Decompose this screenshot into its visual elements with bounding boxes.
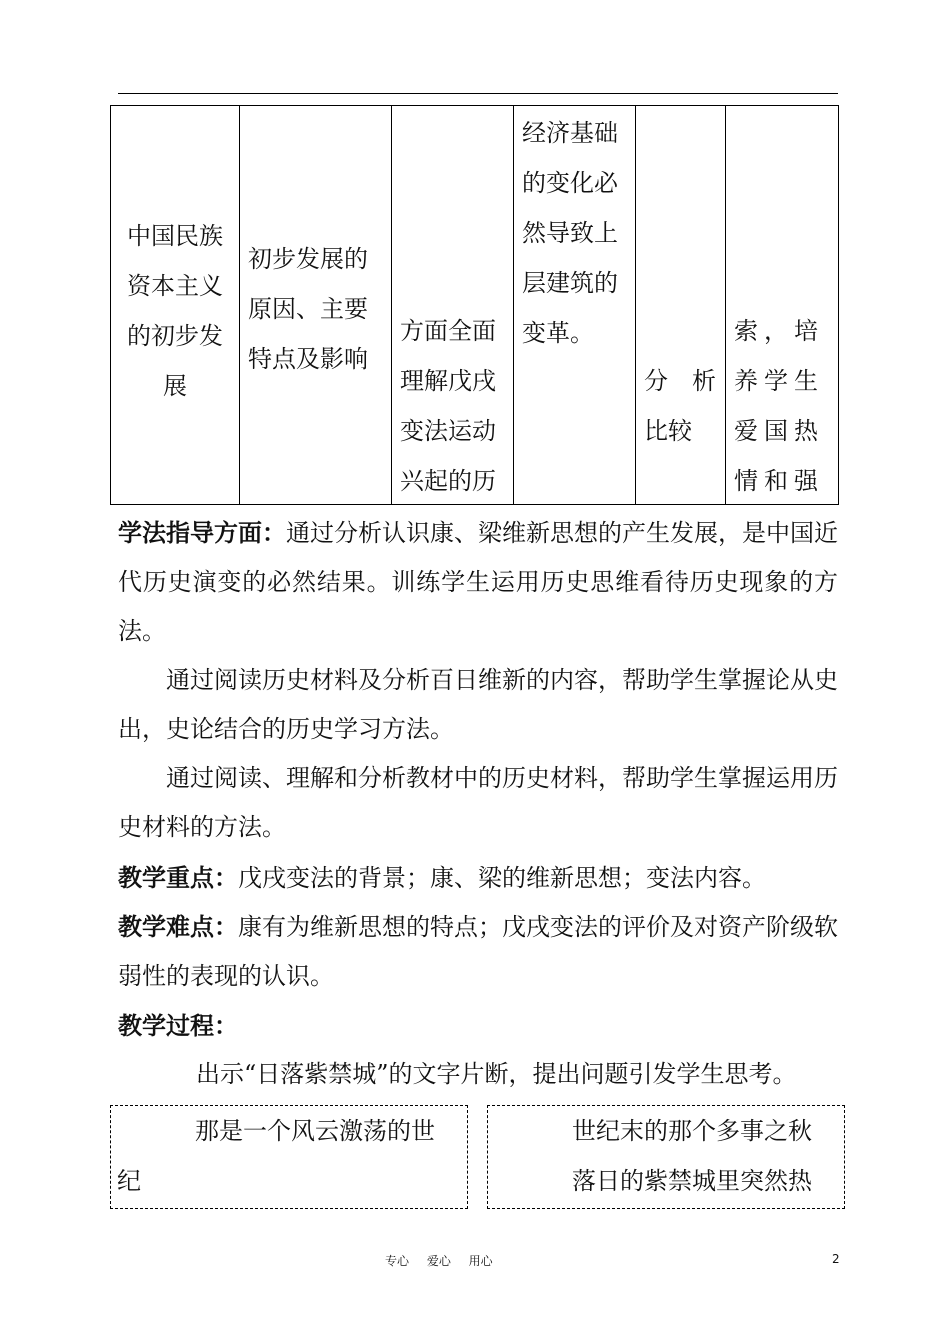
cell-text: 分 析 比较	[644, 367, 716, 445]
difficulties-label: 教学难点：	[118, 912, 238, 941]
table-row	[111, 106, 839, 505]
study-method-paragraph	[118, 508, 838, 656]
process-intro: 出示“日落紫禁城”的文字片断，提出问题引发学生思考。	[196, 1060, 797, 1088]
process-heading: 教学过程：	[118, 1011, 238, 1040]
key-points-label: 教学重点：	[118, 863, 238, 892]
quote-line: 落日的紫禁城里突然热	[572, 1167, 812, 1195]
table-cell-content	[240, 106, 392, 505]
objectives-table	[110, 105, 839, 505]
cell-text: 中国民族 资本主义 的初步发 展	[127, 222, 223, 400]
difficulties-paragraph	[118, 902, 838, 1001]
difficulties-text: 康有为维新思想的特点；戊戌变法的评价及对资产阶级软弱性的表现的认识。	[118, 913, 838, 990]
method-paragraph-2: 通过阅读历史材料及分析百日维新的内容，帮助学生掌握论从史出，史论结合的历史学习方法。	[118, 666, 838, 743]
cell-text: 初步发展的 原因、主要 特点及影响	[248, 245, 368, 373]
method-paragraph-3: 通过阅读、理解和分析教材中的历史材料，帮助学生掌握运用历史材料的方法。	[118, 764, 838, 841]
table-cell-emotion	[726, 106, 839, 505]
study-method-label: 学法指导方面：	[118, 518, 286, 547]
table-cell-method	[636, 106, 726, 505]
quote-box-left	[110, 1105, 468, 1209]
header-rule	[118, 93, 838, 94]
footer-motto: 专心 爱心 用心	[385, 1254, 493, 1268]
study-method-text: 通过分析认识康、梁维新思想的产生发展，是中国近代历史演变的必然结果。训练学生运用历史思维看待历史现象的方法。	[118, 519, 838, 645]
quote-line: 那是一个风云激荡的世	[195, 1117, 435, 1145]
quote-line: 纪	[117, 1167, 141, 1195]
quote-box-right	[487, 1105, 845, 1209]
cell-text: 经济基础 的变化必 然导致上 层建筑的 变革。	[522, 119, 618, 347]
table-cell-goal	[392, 106, 514, 505]
key-points-text: 戊戌变法的背景；康、梁的维新思想；变法内容。	[238, 864, 766, 892]
cell-text: 方面全面 理解戊戌 变法运动 兴起的历	[400, 317, 496, 495]
cell-text: 索，培 养学生 爱国热 情和强	[734, 317, 824, 495]
page-number: 2	[832, 1252, 840, 1266]
table-cell-topic	[111, 106, 240, 505]
quote-line: 世纪末的那个多事之秋	[572, 1117, 812, 1145]
table-cell-analysis	[514, 106, 636, 505]
key-points-paragraph	[118, 853, 838, 903]
